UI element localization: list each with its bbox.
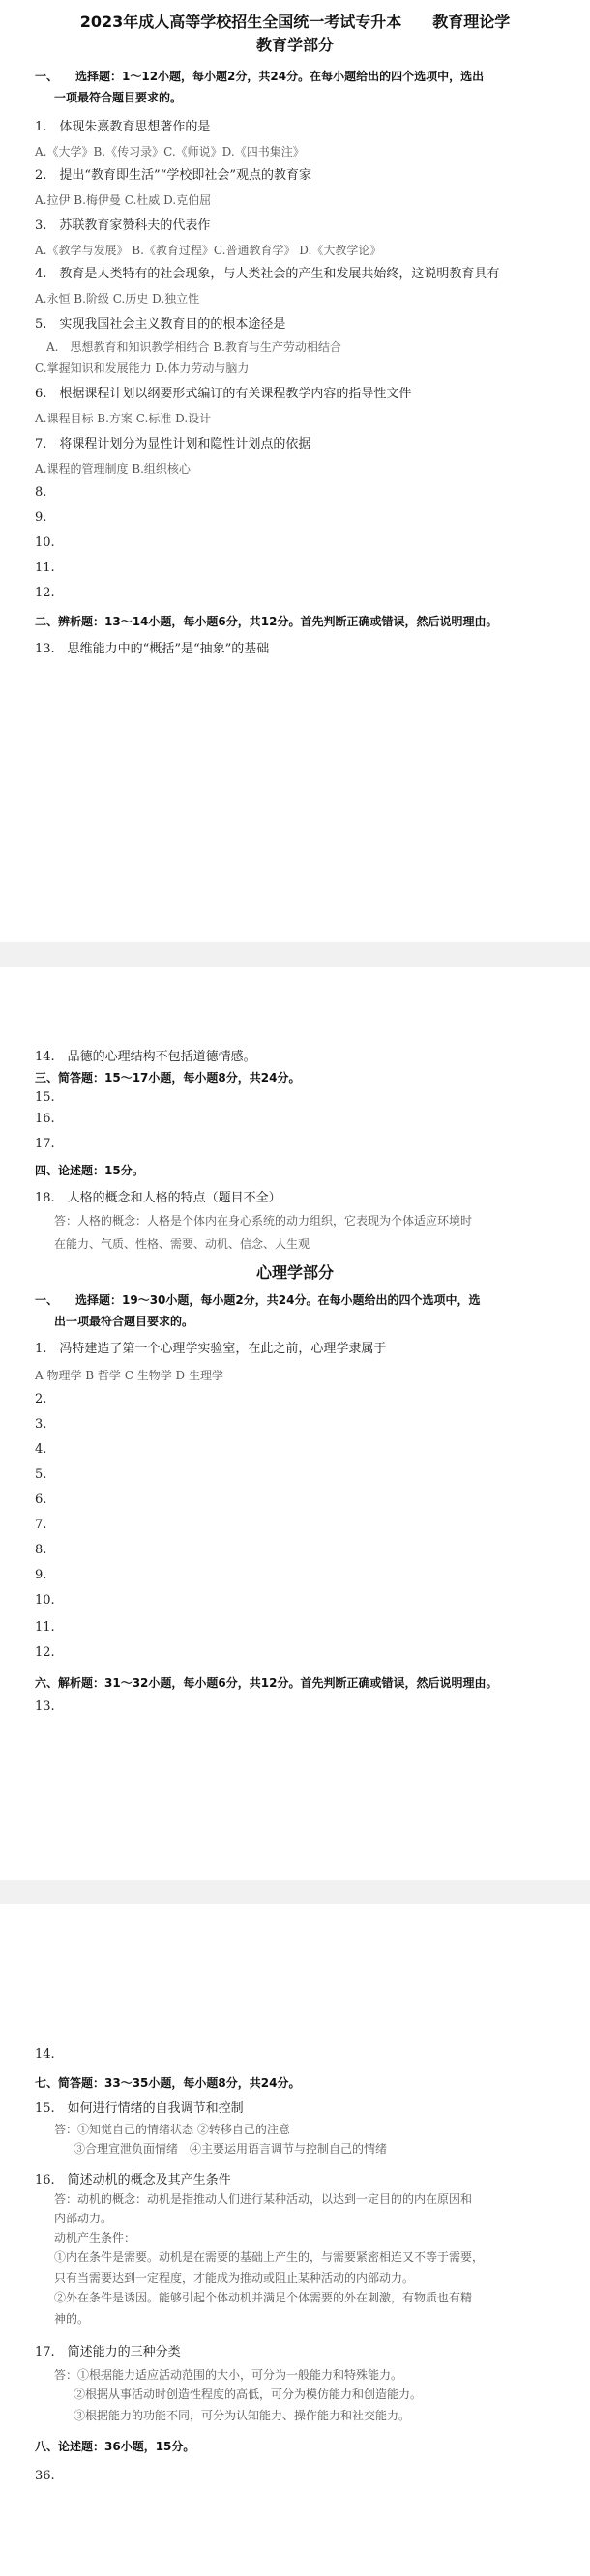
question-line: 14. 品德的心理结构不包括道德情感。: [35, 1050, 256, 1064]
question-line: 12.: [35, 586, 55, 600]
section-heading: 一、 选择题：19～30小题，每小题2分，共24分。在每小题给出的四个选项中，选: [35, 1293, 481, 1307]
section-heading: 一项最符合题目要求的。: [54, 91, 183, 104]
question-line: 13. 思维能力中的“概括”是“抽象”的基础: [35, 642, 270, 656]
answer-or-options-line: 动机产生条件：: [54, 2231, 136, 2244]
question-line: 13.: [35, 1699, 55, 1714]
page-gap: [0, 1880, 590, 1904]
question-line: 16. 简述动机的概念及其产生条件: [35, 2173, 231, 2187]
question-line: 5.: [35, 1467, 47, 1482]
document-page-3: [0, 1904, 590, 2576]
section-title-education: 教育学部分: [255, 36, 334, 54]
question-line: 2. 提出“教育即生活”“学校即社会”观点的教育家: [35, 168, 311, 183]
answer-or-options-line: A. 思想教育和知识教学相结合 B.教育与生产劳动相结合: [35, 340, 341, 354]
question-line: 15. 如何进行情绪的自我调节和控制: [35, 2101, 244, 2116]
question-line: 7. 将课程计划分为显性计划和隐性计划点的依据: [35, 437, 311, 451]
answer-or-options-line: A 物理学 B 哲学 C 生物学 D 生理学: [35, 1369, 223, 1382]
question-line: 4.: [35, 1442, 47, 1457]
question-line: 3.: [35, 1417, 47, 1432]
question-line: 10.: [35, 1593, 55, 1607]
question-line: 11.: [35, 1620, 55, 1635]
answer-or-options-line: A.《大学》B.《传习录》C.《师说》D.《四书集注》: [35, 145, 305, 159]
page-gap: [0, 942, 590, 967]
answer-or-options-line: A.《教学与发展》 B.《教育过程》C.普通教育学》 D.《大教学论》: [35, 244, 382, 257]
question-line: 7.: [35, 1518, 47, 1532]
question-line: 6. 根据课程计划以纲要形式编订的有关课程教学内容的指导性文件: [35, 387, 412, 401]
question-line: 17. 简述能力的三种分类: [35, 2345, 181, 2359]
question-line: 9.: [35, 1568, 47, 1582]
answer-or-options-line: 神的。: [54, 2312, 90, 2326]
question-line: 2.: [35, 1392, 47, 1406]
question-line: 8.: [35, 485, 47, 500]
answer-or-options-line: ①内在条件是需要。动机是在需要的基础上产生的，与需要紧密相连又不等于需要，: [54, 2250, 485, 2264]
section-heading: 四、论述题：15分。: [35, 1164, 144, 1177]
question-line: 10.: [35, 535, 55, 550]
question-line: 14.: [35, 2047, 55, 2062]
answer-or-options-line: 答：①知觉自己的情绪状态 ②转移自己的注意: [54, 2123, 290, 2136]
answer-or-options-line: A.课程目标 B.方案 C.标准 D.设计: [35, 412, 212, 425]
question-line: 8.: [35, 1543, 47, 1557]
section-title: 心理学部分: [255, 1263, 334, 1282]
answer-or-options-line: 内部动力。: [54, 2212, 113, 2225]
section-heading: 八、论述题：36小题，15分。: [35, 2440, 195, 2453]
question-line: 36.: [35, 2469, 55, 2483]
answer-or-options-line: ③根据能力的功能不同，可分为认知能力、操作能力和社交能力。: [74, 2409, 411, 2422]
document-page-2: [0, 967, 590, 1880]
answer-or-options-line: C.掌握知识和发展能力 D.体力劳动与脑力: [35, 362, 250, 375]
question-line: 15.: [35, 1090, 55, 1105]
section-heading: 二、辨析题：13～14小题，每小题6分，共12分。首先判断正确或错误，然后说明理由。: [35, 615, 498, 628]
answer-or-options-line: 在能力、气质、性格、需要、动机、信念、人生观: [54, 1237, 310, 1251]
answer-or-options-line: ②外在条件是诱因。能够引起个体动机并满足个体需要的外在刺激，有物质也有精: [54, 2291, 473, 2304]
section-heading: 七、简答题：33～35小题，每小题8分，共24分。: [35, 2076, 301, 2090]
question-line: 17.: [35, 1137, 55, 1151]
section-heading: 出一项最符合题目要求的。: [54, 1315, 194, 1328]
answer-or-options-line: A.课程的管理制度 B.组织核心: [35, 462, 191, 476]
section-heading: 一、 选择题：1～12小题，每小题2分，共24分。在每小题给出的四个选项中，选出: [35, 70, 485, 83]
answer-or-options-line: ③合理宣泄负面情绪 ④主要运用语言调节与控制自己的情绪: [74, 2142, 388, 2156]
answer-or-options-line: 只有当需要达到一定程度，才能成为推动或阻止某种活动的内部动力。: [54, 2272, 415, 2285]
question-line: 18. 人格的概念和人格的特点（题目不全）: [35, 1191, 281, 1205]
section-heading: 三、简答题：15～17小题，每小题8分，共24分。: [35, 1071, 301, 1085]
question-line: 12.: [35, 1645, 55, 1660]
document-page-1: [0, 0, 590, 942]
answer-or-options-line: 答：动机的概念：动机是指推动人们进行某种活动，以达到一定目的的内在原因和: [54, 2192, 473, 2206]
question-line: 3. 苏联教育家赞科夫的代表作: [35, 218, 211, 233]
answer-or-options-line: A.拉伊 B.梅伊曼 C.杜威 D.克伯屈: [35, 193, 212, 207]
question-line: 5. 实现我国社会主义教育目的的根本途径是: [35, 317, 286, 332]
question-line: 1. 冯特建造了第一个心理学实验室，在此之前，心理学隶属于: [35, 1342, 387, 1356]
question-line: 9.: [35, 510, 47, 525]
section-heading: 六、解析题：31～32小题，每小题6分，共12分。首先判断正确或错误，然后说明理由。: [35, 1676, 498, 1690]
question-line: 1. 体现朱熹教育思想著作的是: [35, 120, 211, 134]
question-line: 11.: [35, 561, 55, 575]
answer-or-options-line: 答：①根据能力适应活动范围的大小，可分为一般能力和特殊能力。: [54, 2368, 403, 2382]
answer-or-options-line: A.永恒 B.阶级 C.历史 D.独立性: [35, 292, 200, 305]
question-line: 4. 教育是人类特有的社会现象，与人类社会的产生和发展共始终，这说明教育具有: [35, 267, 500, 281]
answer-or-options-line: ②根据从事活动时创造性程度的高低，可分为模仿能力和创造能力。: [74, 2388, 423, 2401]
question-line: 16.: [35, 1112, 55, 1126]
answer-or-options-line: 答：人格的概念：人格是个体内在身心系统的动力组织，它表现为个体适应环境时: [54, 1214, 473, 1228]
question-line: 6.: [35, 1492, 47, 1507]
exam-title: 2023年成人高等学校招生全国统一考试专升本 教育理论学: [79, 13, 511, 31]
